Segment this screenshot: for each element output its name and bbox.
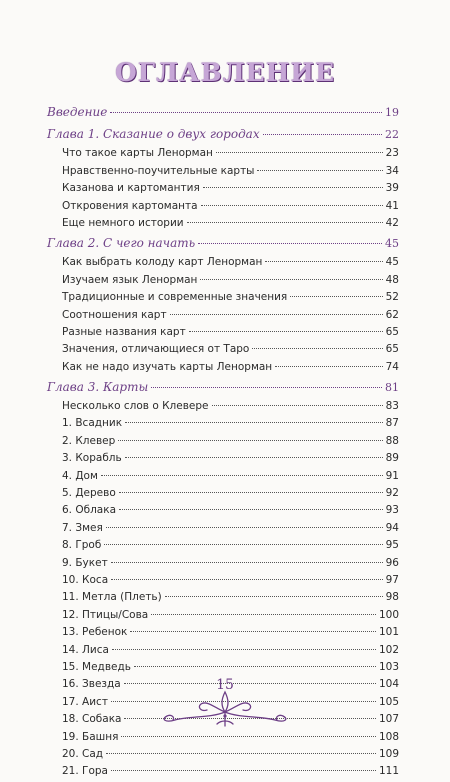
dotted-leader (111, 579, 383, 580)
toc-entry[interactable] (47, 164, 399, 178)
dotted-leader (189, 331, 383, 332)
toc-entry-page: 105 (378, 695, 399, 708)
toc-entry[interactable] (47, 451, 399, 465)
toc-entry-label: 17. Аист (62, 695, 108, 708)
toc-entry-page: 88 (385, 434, 399, 447)
toc-entry-label: 5. Дерево (62, 487, 116, 500)
dotted-leader (216, 152, 383, 153)
toc-entry-page: 92 (385, 487, 399, 500)
toc-entry[interactable] (47, 416, 399, 430)
toc-entry-label: Откровения картоманта (62, 199, 198, 212)
dotted-leader (119, 492, 383, 493)
dotted-leader (170, 314, 383, 315)
toc-entry-label: 2. Клевер (62, 434, 116, 447)
toc-chapter-intro[interactable] (47, 104, 399, 121)
toc-entry-label: 21. Гора (62, 765, 108, 778)
toc-entry[interactable] (47, 399, 399, 413)
toc-entry[interactable] (47, 538, 399, 552)
toc-entry-label: 4. Дом (62, 469, 98, 482)
toc-entry-label: Еще немного истории (62, 216, 184, 229)
toc-entry-label: 3. Корабль (62, 452, 122, 465)
dotted-leader (110, 112, 382, 113)
toc-chapter-3[interactable] (47, 379, 399, 396)
toc-title: ОГЛАВЛЕНИЕ (114, 58, 336, 87)
toc-entry-page: 108 (378, 730, 399, 743)
toc-entry-page: 74 (385, 360, 399, 373)
toc-entry-label: 12. Птицы/Сова (62, 608, 149, 621)
toc-entry-page: 42 (385, 216, 399, 229)
dotted-leader (252, 348, 382, 349)
toc-entry-page: 95 (385, 539, 399, 552)
toc-entry-page: 96 (385, 556, 399, 569)
toc-entry[interactable] (47, 469, 399, 483)
toc-entry-page: 103 (378, 660, 399, 673)
toc-entry-page: 100 (378, 608, 399, 621)
toc-entry[interactable] (47, 486, 399, 500)
dotted-leader (151, 614, 376, 615)
toc-entry[interactable] (47, 521, 399, 535)
floral-ornament-icon (145, 686, 305, 728)
toc-entry-page: 91 (385, 469, 399, 482)
toc-entry[interactable] (47, 434, 399, 448)
toc-entry-label: Что такое карты Ленорман (62, 147, 213, 160)
toc-entry-label: 20. Сад (62, 747, 104, 760)
toc-entry[interactable] (47, 255, 399, 269)
toc-entry-page: 23 (385, 147, 399, 160)
toc-entry-label: 11. Метла (Плеть) (62, 591, 162, 604)
toc-entry[interactable] (47, 308, 399, 322)
toc-entry-label: 10. Коса (62, 573, 109, 586)
toc-entry[interactable] (47, 325, 399, 339)
dotted-leader (106, 527, 383, 528)
dotted-leader (111, 770, 376, 771)
toc-entry-page: 41 (385, 199, 399, 212)
toc-entry[interactable] (47, 643, 399, 657)
toc-entry-label: 18. Собака (62, 713, 122, 726)
toc-entry-label: Глава 1. Сказание о двух городах (47, 127, 260, 141)
toc-entry-label: Изучаем язык Ленорман (62, 273, 198, 286)
toc-entry-page: 87 (385, 417, 399, 430)
toc-chapter-2[interactable] (47, 235, 399, 252)
dotted-leader (119, 509, 383, 510)
toc-entry-page: 93 (385, 504, 399, 517)
dotted-leader (112, 649, 376, 650)
toc-entry-label: 8. Гроб (62, 539, 102, 552)
dotted-leader (151, 387, 382, 388)
toc-entry-page: 102 (378, 643, 399, 656)
toc-chapter-1[interactable] (47, 126, 399, 143)
dotted-leader (125, 457, 383, 458)
toc-entry[interactable] (47, 590, 399, 604)
toc-entry-label: 14. Лиса (62, 643, 109, 656)
toc-entry-label: Традиционные и современные значения (62, 291, 288, 304)
dotted-leader (200, 279, 382, 280)
dotted-leader (111, 562, 383, 563)
toc-entry-page: 34 (385, 164, 399, 177)
toc-entry-label: Казанова и картомантия (62, 182, 200, 195)
dotted-leader (125, 422, 383, 423)
toc-entry-page: 19 (385, 106, 399, 119)
toc-entry-page: 104 (378, 678, 399, 691)
toc-entry-label: 1. Всадник (62, 417, 123, 430)
page-number: 15 (216, 677, 234, 693)
toc-entry[interactable] (47, 660, 399, 674)
toc-entry-page: 65 (385, 325, 399, 338)
toc-entry-label: Несколько слов о Клевере (62, 400, 209, 413)
dotted-leader (290, 296, 382, 297)
toc-entry-page: 22 (385, 128, 399, 141)
toc-entry-page: 97 (385, 573, 399, 586)
toc-entry-page: 52 (385, 291, 399, 304)
toc-entry[interactable] (47, 625, 399, 639)
toc-entry-page: 107 (378, 713, 399, 726)
toc-entry[interactable] (47, 216, 399, 230)
toc-entry[interactable] (47, 342, 399, 356)
dotted-leader (104, 544, 382, 545)
toc-entry[interactable] (47, 290, 399, 304)
toc-entry[interactable] (47, 556, 399, 570)
toc-entry[interactable] (47, 360, 399, 374)
toc-entry-label: Глава 3. Карты (47, 379, 149, 394)
toc-entry-page: 48 (385, 273, 399, 286)
toc-entry-page: 39 (385, 182, 399, 195)
toc-entry-page: 45 (385, 236, 399, 250)
dotted-leader (212, 405, 383, 406)
dotted-leader (134, 666, 376, 667)
toc-entry-page: 83 (385, 400, 399, 413)
dotted-leader (130, 631, 376, 632)
toc-entry-label: Как не надо изучать карты Ленорман (62, 360, 273, 373)
toc-entry-page: 89 (385, 452, 399, 465)
toc-entry-label: 7. Змея (62, 521, 103, 534)
toc-entry-page: 65 (385, 343, 399, 356)
toc-entry[interactable] (47, 273, 399, 287)
toc-entry-label: Нравственно-поучительные карты (62, 164, 255, 177)
dotted-leader (257, 170, 382, 171)
dotted-leader (198, 243, 382, 244)
dotted-leader (203, 187, 383, 188)
toc-entry[interactable] (47, 747, 399, 761)
toc-entry[interactable] (47, 199, 399, 213)
dotted-leader (101, 475, 383, 476)
toc-entry-label: Значения, отличающиеся от Таро (62, 343, 250, 356)
toc-entry-page: 45 (385, 256, 399, 269)
toc-entry-page: 101 (378, 626, 399, 639)
toc-entry-label: Глава 2. С чего начать (47, 235, 196, 250)
toc-entry-page: 98 (385, 591, 399, 604)
toc-entry-page: 94 (385, 521, 399, 534)
dotted-leader (275, 366, 382, 367)
dotted-leader (263, 134, 382, 135)
toc-entry-page: 111 (378, 765, 399, 778)
dotted-leader (265, 261, 382, 262)
toc-entry[interactable] (47, 764, 399, 778)
toc-entry[interactable] (47, 608, 399, 622)
dotted-leader (165, 596, 383, 597)
toc-entry-page: 109 (378, 747, 399, 760)
toc-entry[interactable] (47, 573, 399, 587)
toc-entry-page: 81 (385, 380, 399, 394)
toc-entry-label: 9. Букет (62, 556, 108, 569)
dotted-leader (121, 736, 375, 737)
toc-entry-label: Как выбрать колоду карт Ленорман (62, 256, 263, 269)
dotted-leader (187, 222, 383, 223)
toc-entry-label: Введение (47, 105, 108, 119)
toc-entry-label: Разные названия карт (62, 325, 186, 338)
dotted-leader (106, 753, 376, 754)
toc-entry[interactable] (47, 146, 399, 160)
toc-entry-page: 62 (385, 308, 399, 321)
toc-entry-label: 6. Облака (62, 504, 117, 517)
toc-entry[interactable] (47, 503, 399, 517)
toc-entry[interactable] (47, 181, 399, 195)
toc-entry-label: 16. Звезда (62, 678, 121, 691)
toc-entry-label: Соотношения карт (62, 308, 167, 321)
dotted-leader (201, 205, 383, 206)
toc-entry-label: 15. Медведь (62, 660, 131, 673)
toc-entry-label: 13. Ребенок (62, 626, 128, 639)
toc-entry[interactable] (47, 730, 399, 744)
toc-entry-label: 19. Башня (62, 730, 119, 743)
dotted-leader (118, 440, 382, 441)
